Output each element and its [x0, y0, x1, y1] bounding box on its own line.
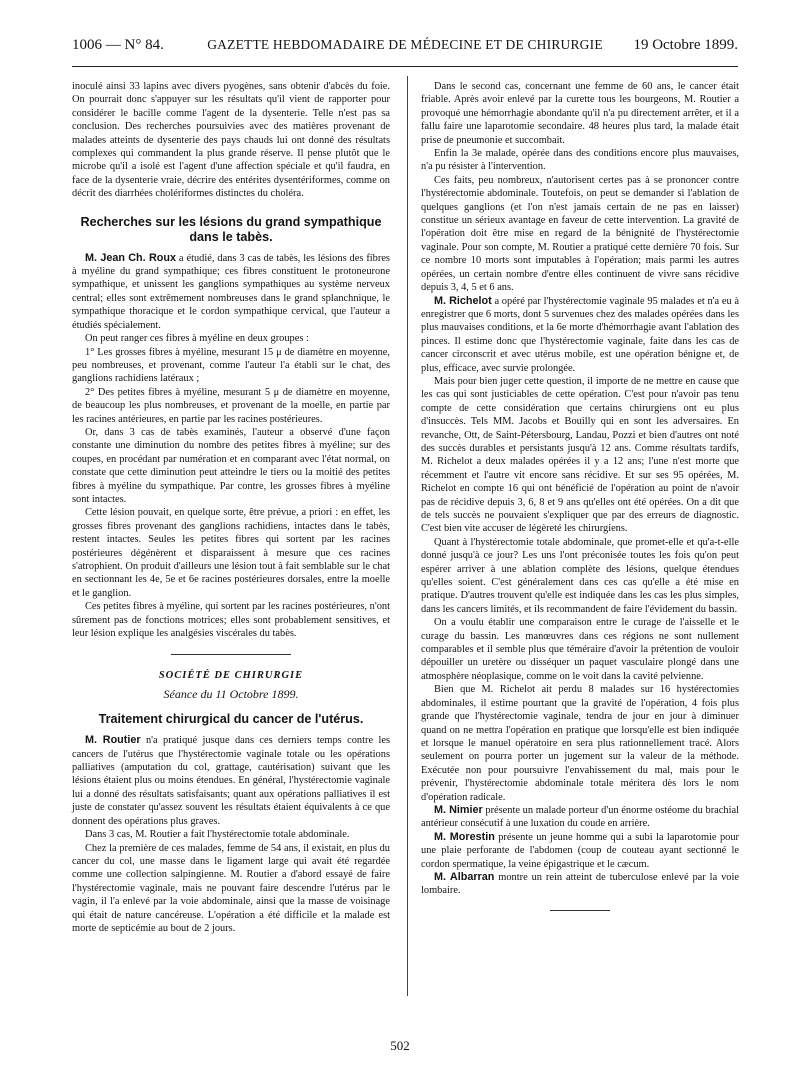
page-header: [72, 32, 738, 58]
paragraph: Quant à l'hystérectomie totale abdominale, que promet-elle et qu'a-t-elle donné jusqu'à ce jour? Les uns l'ont préconisée toutes les fois qu'on peut espérer arriver à une ablation complète des lésions, quelque étendues qu'elles soient. C'est généralement dans ces cas qu'elle a été mise en pratique. D'autres trouvent qu'elle est indiquée dans les cas les plus simples, dans les cancers limités, et ils recommandent de faire l'évidement du bassin.: [421, 536, 739, 615]
paragraph: M. Routier n'a pratiqué jusque dans ces derniers temps contre les cancers de l'utérus que l'hystérectomie vaginale totale ou les opérations palliatives (amputation du col, grattage, cautérisation) suivant que les lésions étaient plus ou moins étendues. En général, l'hystérectomie vaginale lui a donné des résultats satisfaisants; quant aux opérations palliatives il est juste de constater qu'assez souvent les résultats étaient équivalents à ce que donnent des opérations plus graves.: [72, 734, 390, 827]
left-column: [72, 80, 390, 935]
paragraph: On peut ranger ces fibres à myéline en deux groupes :: [85, 333, 309, 345]
paragraph: Chez la première de ces malades, femme de 54 ans, il existait, en plus du cancer du col, une masse dans le ligament large qui avait été regardée comme une collection salpingienne. M. Routier a d'abord essayé de faire l'hystérectomie vaginale, mais ne pouvant faire descendre l'utérus par le vagin, il l'a enlevé par la voie abdominale, ainsi que la masse de voisinage qui était de nature cancéreuse. L'opération a été difficile et la malade est morte de septicémie au bout de 2 jours.: [72, 842, 390, 934]
paragraph: M. Nimier présente un malade porteur d'un énorme ostéome du brachial antérieur consécutif à une luxation du coude en arrière.: [421, 803, 739, 830]
paragraph: 1° Les grosses fibres à myéline, mesurant 15 μ de diamètre en moyenne, peu nombreuses, et provenant, comme l'auteur l'a établi sur le chat, des ganglions rachidiens latéraux ;: [72, 346, 390, 385]
header-rule: [72, 66, 738, 67]
paragraph: Mais pour bien juger cette question, il importe de ne mettre en cause que les cas qui sont justiciables de cette opération. C'est pour n'avoir pas tenu compte de cette considération que certains chirurgiens ont eu plus d'insuccès. Tels MM. Jacobs et Bouilly qui en sont les adversaires. En revanche, Ott, de Saint-Pétersbourg, Landau, Pozzi et bien d'autres ont noté des succès durables et persistants jusqu'à 12 ans. Comme résultats tardifs, M. Richelot a deux malades opérées il y a 12 ans; l'une n'est morte que récemment et l'autre vit encore sans récidive. Et sur ses 95 opérées, M. Richelot en compte 16 qui ont bénéficié de l'opération au point de n'avoir pas de récidive depuis 3, 6, 8 et 9 ans qu'elles ont été opérées. On a dit que de tels succès ne pouvaient s'expliquer que par des erreurs de diagnostic. C'est bien vite accuser de légèreté les chirurgiens.: [421, 375, 739, 535]
author-name: M. Morestin: [434, 830, 495, 843]
paragraph: inoculé ainsi 33 lapins avec divers pyogènes, sans obtenir d'abcès du foie. On pourrait donc s'appuyer sur les résultats qu'il vient de rapporter pour considérer le bacille comme l'agent de la dysenterie. Telle n'est pas sa conclusion. Des recherches poursuivies avec des matières provenant de malades atteints de dysenterie des pays chauds lui ont donné des résultats complexes qui commandent la plus grande réserve. Il pense plutôt que le microbe qu'il a isolé est l'agent d'une affection spéciale et qu'il faudra, en face de la dysenterie vraie, décrire des entérites dysentériformes, comme on décrit des diarrhées cholériformes distinctes du choléra.: [72, 81, 390, 200]
society-title: SOCIÉTÉ DE CHIRURGIE: [158, 670, 304, 682]
end-rule: [550, 910, 610, 911]
author-name: M. Richelot: [434, 294, 492, 307]
paragraph: M. Morestin présente un jeune homme qui a subi la laparotomie pour une plaie perforante de l'abdomen (coup de couteau ayant sectionné le cordon spermatique, la veine épigastrique et le cæcum.: [421, 830, 739, 870]
author-name: M. Nimier: [434, 803, 483, 816]
paragraph: M. Richelot a opéré par l'hystérectomie vaginale 95 malades et n'a eu à enregistrer que 6 morts, dont 5 survenues chez des malades opérées dans les plus mauvaises conditions, et la 6e morte d'hémorrhagie avant l'ablation des pinces. Il estime donc que l'hystérectomie vaginale, faite dans les cas de cancer circonscrit et avec utérus mobile, est une opération bénigne et, de plus, efficace, avec survie prolongée.: [421, 294, 740, 374]
column-divider: [407, 76, 408, 996]
right-column: [421, 80, 739, 911]
paragraph: On a voulu établir une comparaison entre le curage de l'aisselle et le curage du bassin. Les manœuvres dans ces régions ne sont nullement comparables et il semble plus que téméraire d'avoir la prétention de vouloir dépouiller un uretère ou disséquer un paquet vasculaire plongé dans une atmosphère néoplasique, comme on le voit dans la cavité pelvienne.: [421, 617, 739, 682]
author-name: M. Jean Ch. Roux: [85, 251, 176, 264]
author-name: M. Routier: [85, 734, 141, 747]
author-name: M. Albarran: [434, 870, 495, 883]
session-date: Séance du 11 Octobre 1899.: [163, 686, 299, 701]
journal-title: GAZETTE HEBDOMADAIRE DE MÉDECINE ET DE CHIRURGIE: [207, 37, 603, 52]
header-page-number: 1006 — N° 84.: [72, 37, 164, 53]
issue-date: 19 Octobre 1899.: [633, 37, 738, 53]
paragraph: Dans 3 cas, M. Routier a fait l'hystérectomie totale abdominale.: [85, 829, 350, 841]
paragraph: M. Jean Ch. Roux a étudié, dans 3 cas de tabès, les lésions des fibres à myéline du grand sympathique; ces fibres constituent le protoneurone sympathique, et unissent les ganglions sympathiques au système nerveux central; elles sont extrêmement nombreuses dans le grand splanchnique, le sympathique thoracique et le cordon sympathique cervical, que l'auteur a étudiés spécialement.: [72, 251, 390, 331]
paragraph: 2° Des petites fibres à myéline, mesurant 5 μ de diamètre en moyenne, de beaucoup les plus nombreuses, et provenant de la moelle, en partie par les racines antérieures, en partie par les racines postérieures.: [72, 386, 390, 425]
paragraph: Dans le second cas, concernant une femme de 60 ans, le cancer était friable. Après avoir enlevé par la curette tous les bourgeons, M. Routier a provoqué une hémorrhagie abondante qu'il n'a pu directement arrêter, et il a fallu faire une laparotomie secondaire. 48 heures plus tard, la malade était prise de pneumonie et succombait.: [421, 81, 739, 146]
section-heading-tabes: Recherches sur les lésions du grand sympathique dans le tabès.: [80, 214, 382, 244]
paragraph: Ces petites fibres à myéline, qui sortent par les racines postérieures, n'ont sûrement pas de fonctions motrices; elles sont probablement sensitives, et leur lésion explique les analgésies viscérales du tabès.: [72, 601, 390, 640]
paragraph: Enfin la 3e malade, opérée dans des conditions encore plus mauvaises, n'a pu résister à l'intervention.: [421, 148, 739, 173]
section-heading-uterus: Traitement chirurgical du cancer de l'utérus.: [98, 712, 364, 727]
paragraph: M. Albarran montre un rein atteint de tuberculose enlevé par la voie lombaire.: [421, 870, 739, 897]
paragraph: Cette lésion pouvait, en quelque sorte, être prévue, a priori : en effet, les grosses fibres provenant des ganglions rachidiens, intactes dans le tabès, restent intactes. Seules les petites fibres qui sortent par les racines postérieures dégénèrent et disparaissent à mesure que ces racines s'atrophient. On produit d'ailleurs une lésion tout à fait semblable sur le chat en sectionnant les 4e, 5e et 6e racines postérieures dorsales, entre la moelle et le ganglion.: [72, 507, 390, 599]
footer-page-number: 502: [390, 1038, 410, 1053]
paragraph: Ces faits, peu nombreux, n'autorisent certes pas à se prononcer contre l'hystérectomie abdominale. Toutefois, on peut se demander si l'ablation de quelques ganglions (et l'on n'est jamais certain de ne pas en laisser) constitue un sérieux avantage en faveur de cette intervention. La gravité de l'opération doit être mise en regard de la bénignité de l'hystérectomie vaginale. Pour son compte, M. Routier a pratiqué cette dernière 70 fois. Sur ce nombre 10 morts sont imputables à l'opération; mais parmi les autres opérées, un certain nombre d'entre elles continuent de vivre sans récidive depuis 3, 4, 5 et 6 ans.: [421, 174, 739, 294]
paragraph: Bien que M. Richelot ait perdu 8 malades sur 16 hystérectomies abdominales, il estime pourtant que la gravité de l'opération, 4 fois plus grande que l'hystérectomie vaginale, tendra de jour en jour à diminuer quand on ne mettra l'opération en pratique que lorsqu'elle est bien indiquée et lorsque le manuel opératoire en sera plus rationnellement tracé. Alors seulement on pourra porter un jugement sur la valeur de la méthode. Exécutée non pour poursuivre l'envahissement du mal, mais pour le prévenir, l'hystérectomie abdominale totale méritera dès lors le nom d'opération radicale.: [421, 684, 739, 803]
paragraph: Or, dans 3 cas de tabès examinés, l'auteur a observé d'une façon constante une diminution du nombre des petites fibres à myéline; sur des coupes, en procédant par numération et en comparant avec l'état normal, on constate que cette diminution peut atteindre le tiers ou la moitié des petites fibres à myéline du sympathique. Par contre, les grosses fibres à myéline sont intactes.: [72, 426, 390, 505]
section-rule: [171, 654, 291, 655]
